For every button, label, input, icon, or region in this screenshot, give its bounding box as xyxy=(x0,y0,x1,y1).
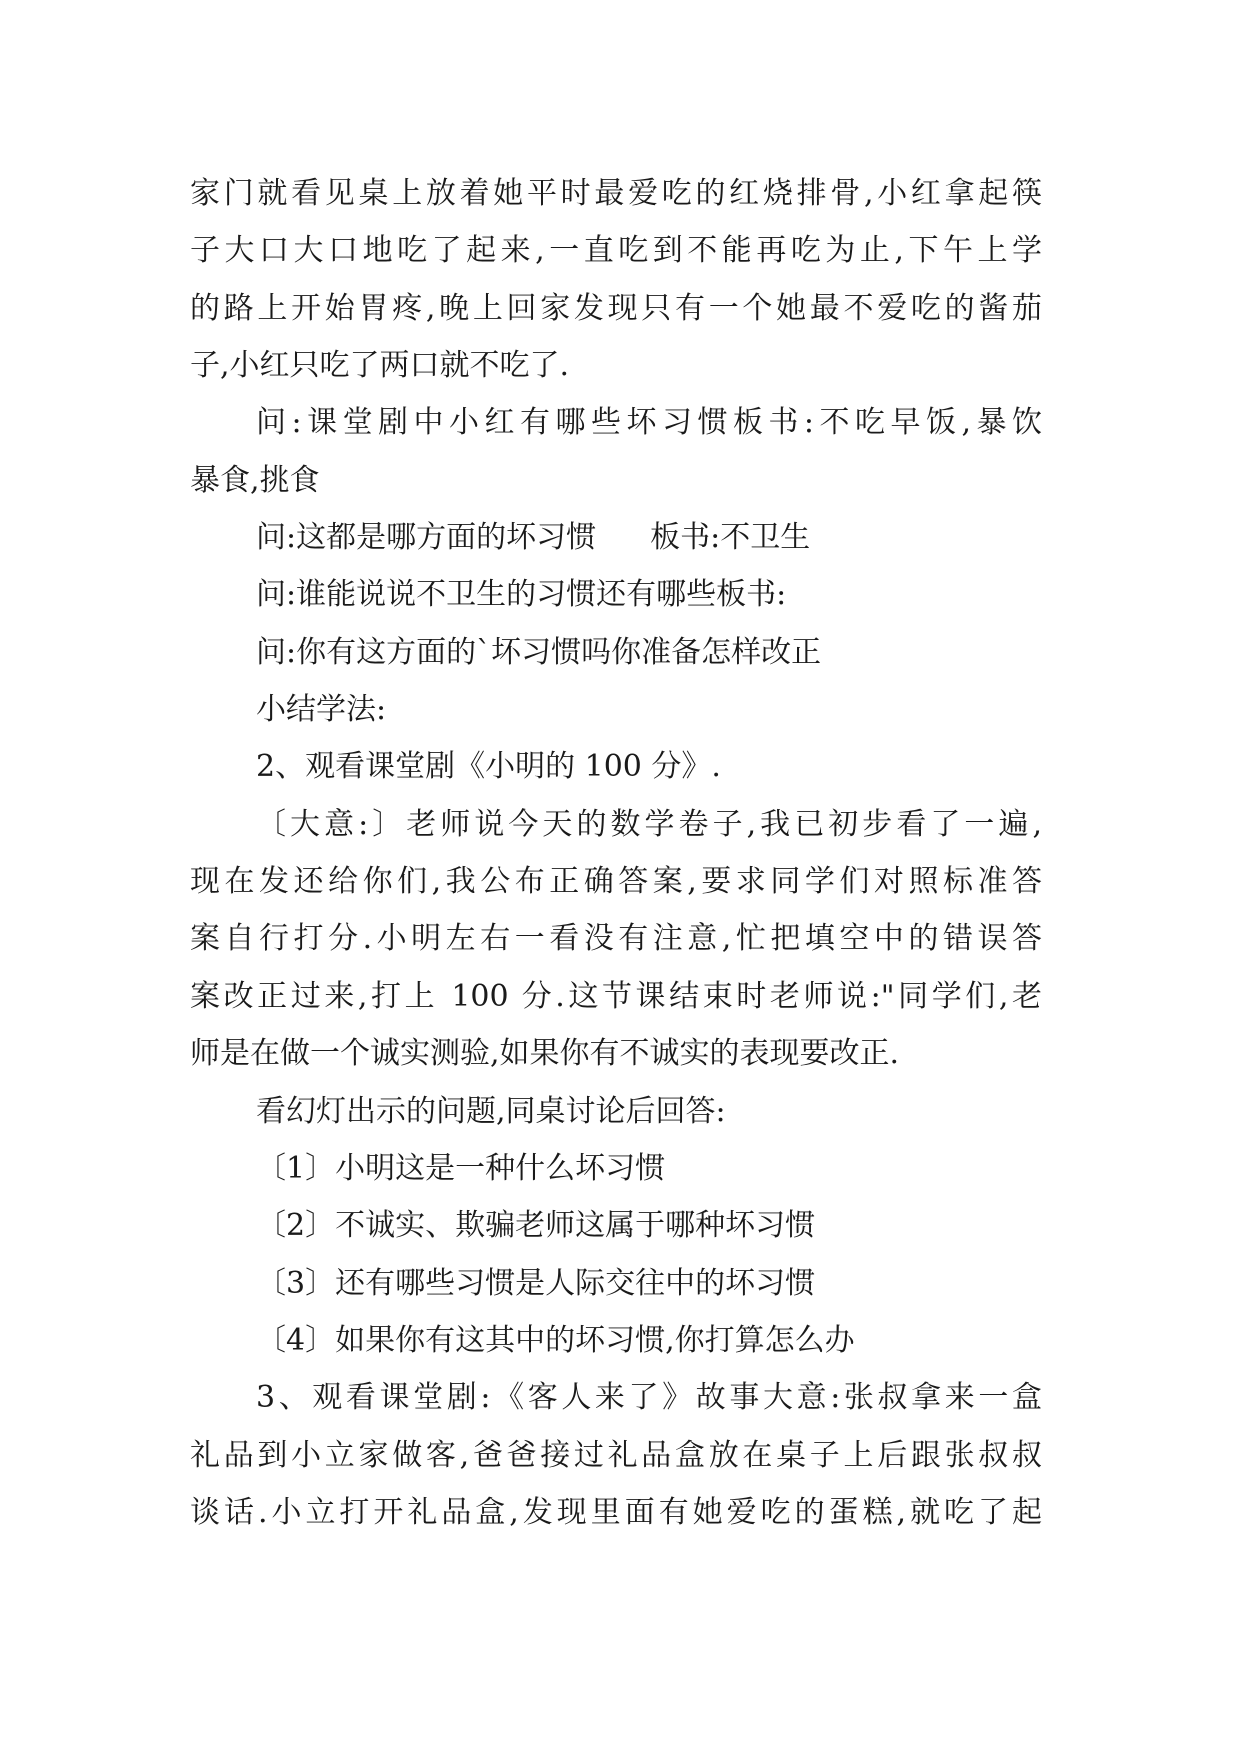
question-text: 问:这都是哪方面的坏习惯 xyxy=(256,520,597,556)
text-line: 家门就看见桌上放着她平时最爱吃的红烧排骨,小红拿起筷 xyxy=(190,176,1042,211)
paragraph-section-3-story xyxy=(190,1369,1042,1541)
text-line: 〔3〕还有哪些习惯是人际交往中的坏习惯 xyxy=(256,1265,816,1301)
text-line xyxy=(190,509,1042,566)
text-line: 2、观看课堂剧《小明的 100 分》. xyxy=(256,749,721,785)
text-line: 问:谁能说说不卫生的习惯还有哪些板书: xyxy=(256,577,787,613)
text-line: 问:你有这方面的`坏习惯吗你准备怎样改正 xyxy=(256,634,822,670)
text-line: 子大口大口地吃了起来,一直吃到不能再吃为止,下午上学 xyxy=(190,233,1042,269)
text-line: 案自行打分.小明左右一看没有注意,忙把填空中的错误答 xyxy=(190,921,1042,957)
text-line: 案改正过来,打上 100 分.这节课结束时老师说:"同学们,老 xyxy=(190,978,1042,1014)
text-line: 〔4〕如果你有这其中的坏习惯,你打算怎么办 xyxy=(256,1322,855,1358)
paragraph-section-2-heading xyxy=(190,738,1042,795)
paragraph-question-unhygienic xyxy=(190,566,1042,623)
text-line: 3、观看课堂剧:《客人来了》故事大意:张叔拿来一盒 xyxy=(256,1380,1042,1416)
text-line: 礼品到小立家做客,爸爸接过礼品盒放在桌子上后跟张叔叔 xyxy=(190,1437,1042,1473)
paragraph-slide-discussion xyxy=(190,1083,1042,1140)
paragraph-question-bad-habits xyxy=(190,394,1042,509)
text-line: 小结学法: xyxy=(256,692,387,728)
paragraph-question-correct xyxy=(190,624,1042,681)
paragraph-summary xyxy=(190,681,1042,738)
list-item-question-2 xyxy=(190,1197,1042,1254)
text-line: 〔大意:〕老师说今天的数学卷子,我已初步看了一遍, xyxy=(256,806,1042,842)
text-line: 看幻灯出示的问题,同桌讨论后回答: xyxy=(256,1093,726,1129)
text-line: 谈话.小立打开礼品盒,发现里面有她爱吃的蛋糕,就吃了起 xyxy=(190,1494,1042,1530)
list-item-question-4 xyxy=(190,1312,1042,1369)
board-note: 板书:不卫生 xyxy=(650,520,811,556)
paragraph-question-habit-type xyxy=(190,509,1042,566)
text-line: 问:课堂剧中小红有哪些坏习惯板书:不吃早饭,暴饮 xyxy=(256,405,1042,441)
paragraph-story-xiaoming xyxy=(190,796,1042,1083)
text-line: 的路上开始胃疼,晚上回家发现只有一个她最不爱吃的酱茄 xyxy=(190,290,1042,326)
text-line: 〔2〕不诚实、欺骗老师这属于哪种坏习惯 xyxy=(256,1208,816,1244)
paragraph-story-xiaohong xyxy=(190,165,1042,394)
text-line: 师是在做一个诚实测验,如果你有不诚实的表现要改正. xyxy=(190,1036,900,1072)
list-item-question-1 xyxy=(190,1140,1042,1197)
text-line: 现在发还给你们,我公布正确答案,要求同学们对照标准答 xyxy=(190,864,1042,900)
text-line: 暴食,挑食 xyxy=(190,462,320,498)
text-line: 子,小红只吃了两口就不吃了. xyxy=(190,348,570,384)
document-body xyxy=(190,165,1042,1541)
list-item-question-3 xyxy=(190,1255,1042,1312)
text-line: 〔1〕小明这是一种什么坏习惯 xyxy=(256,1150,666,1186)
